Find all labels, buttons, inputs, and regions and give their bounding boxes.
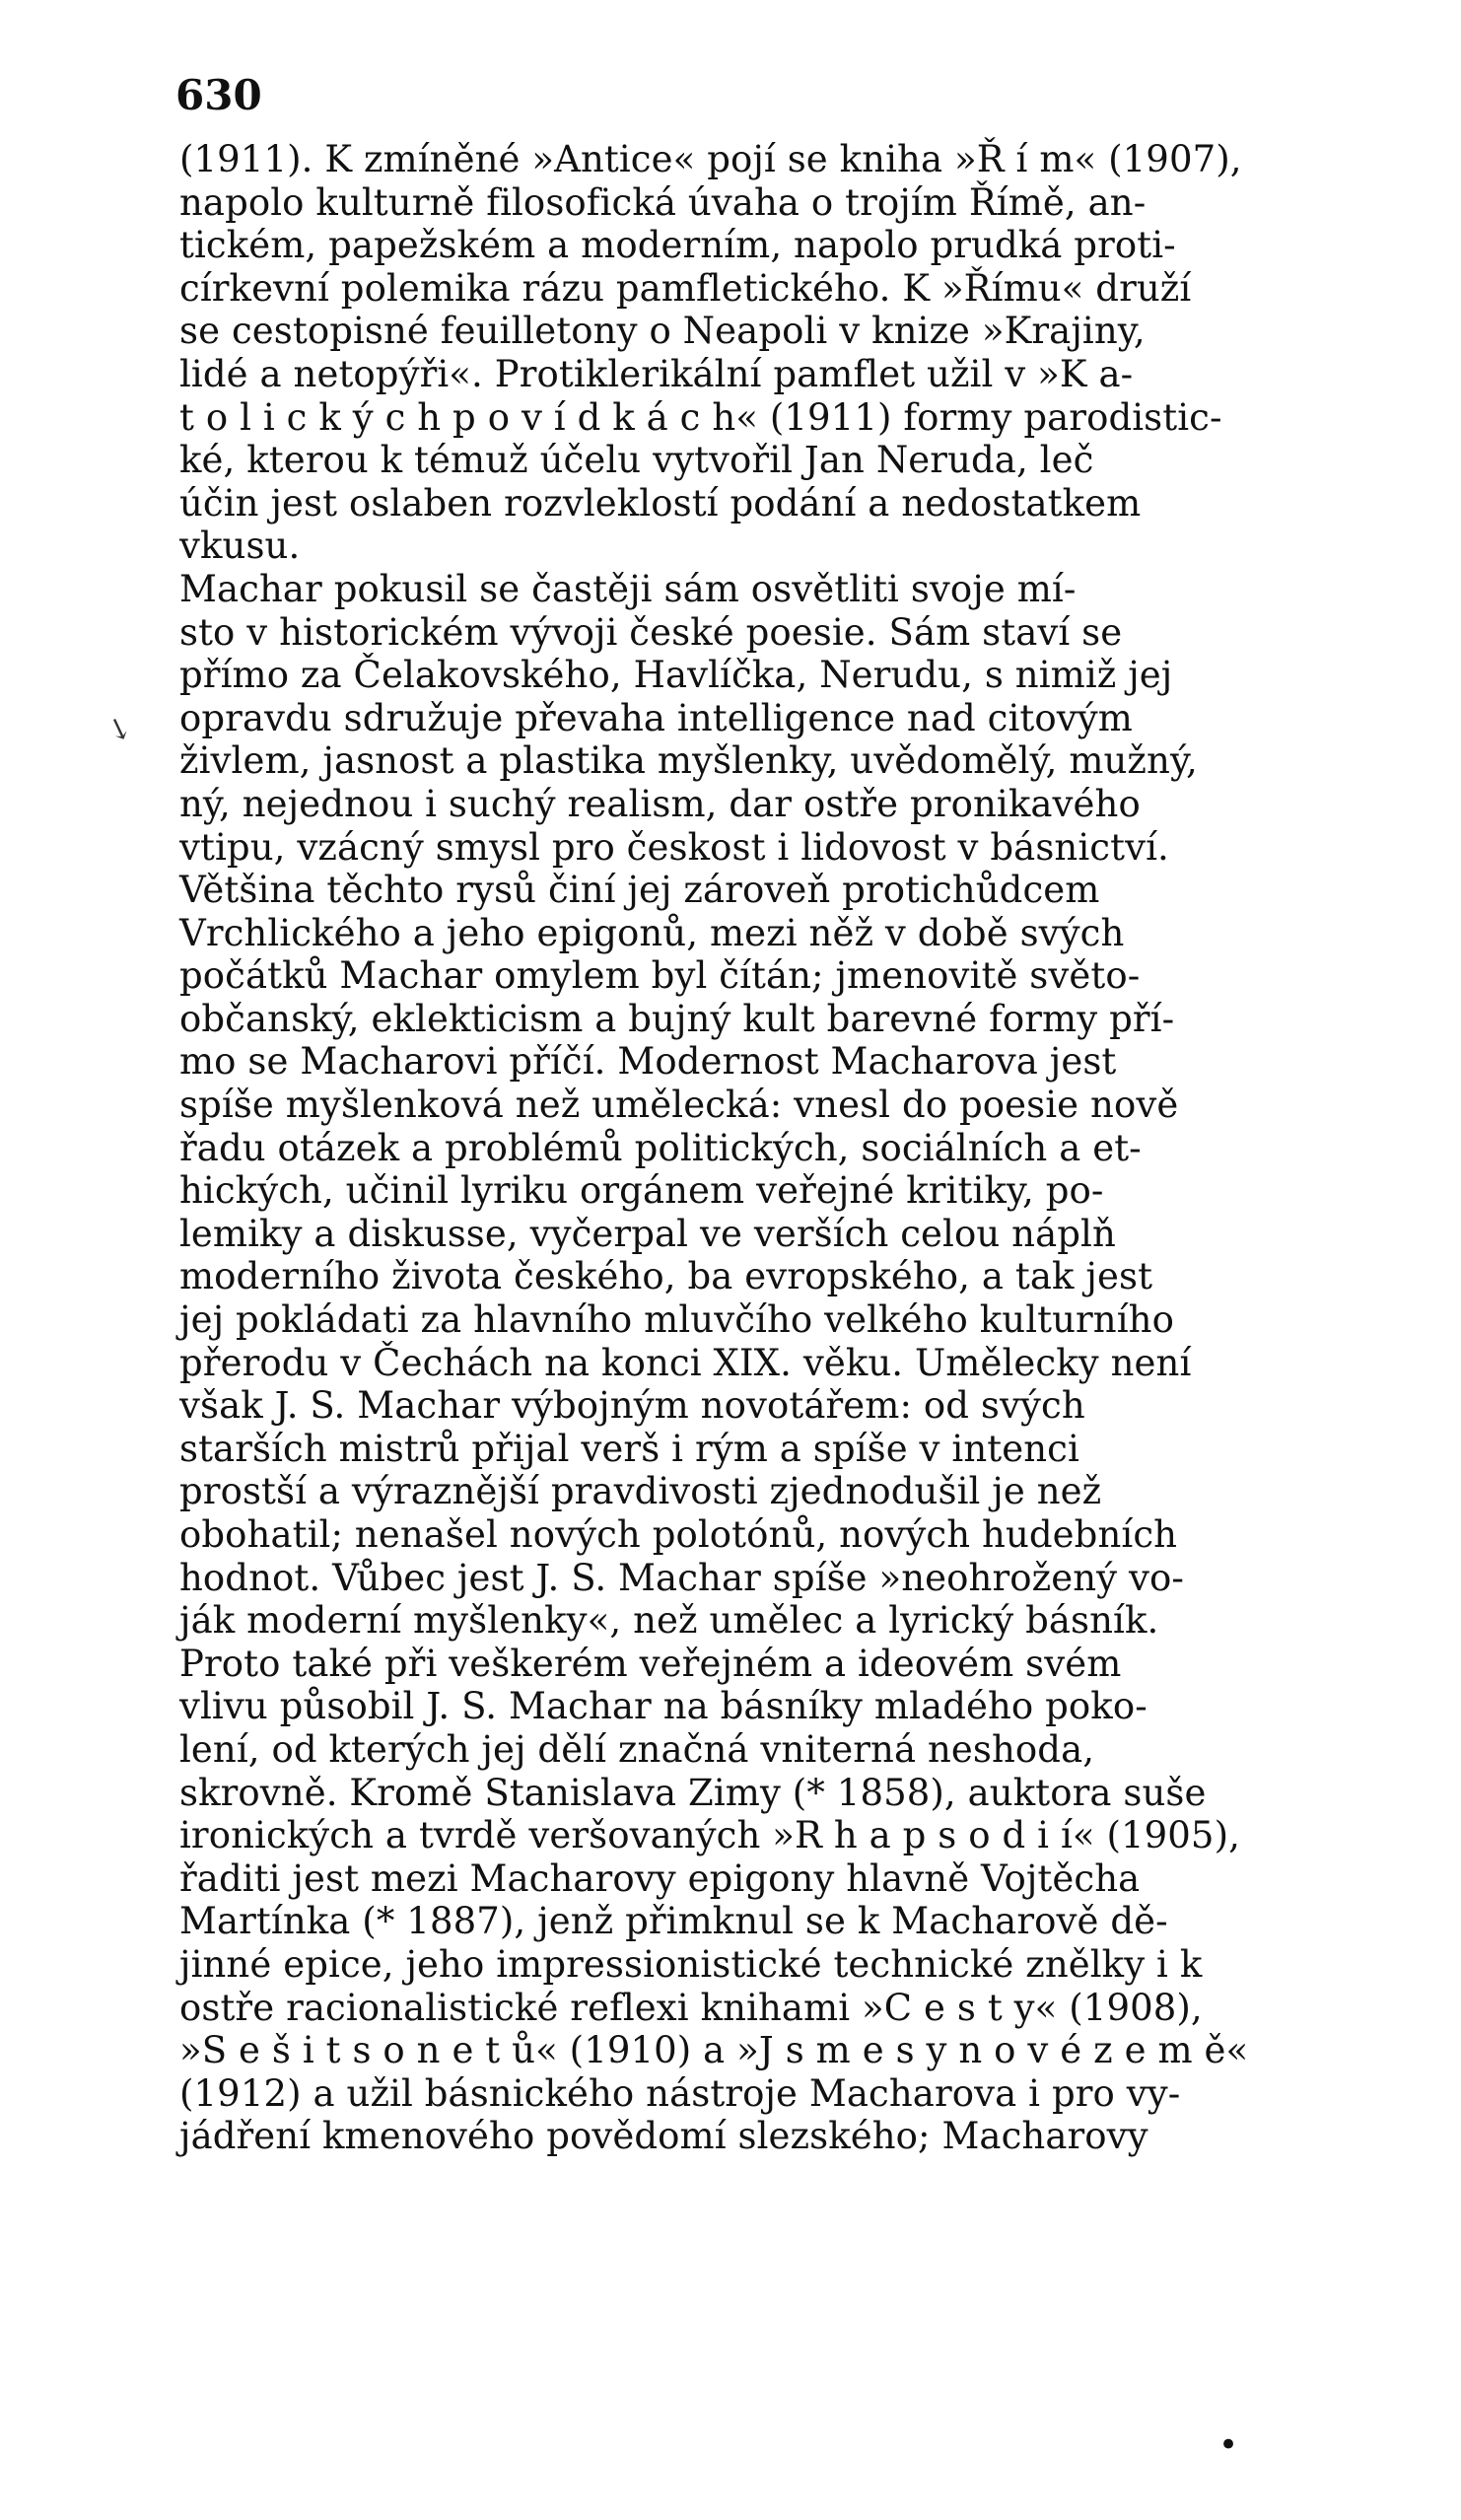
body-text — [179, 138, 1353, 2158]
text-line: však J. S. Machar výbojným novotářem: od svých — [179, 1384, 1085, 1428]
text-line: živlem, jasnost a plastika myšlenky, uvědomělý, mužný, — [179, 739, 1198, 783]
text-line: ják moderní myšlenky«, než umělec a lyrický básník. — [179, 1599, 1159, 1643]
text-line: spíše myšlenková než umělecká: vnesl do poesie nově — [179, 1084, 1179, 1127]
text-line: přerodu v Čechách na konci XIX. věku. Umělecky není — [179, 1341, 1192, 1384]
text-line: církevní polemika rázu pamfletického. K »Římu« druží — [179, 266, 1192, 310]
text-line: mo se Macharovi příčí. Modernost Macharova jest — [179, 1040, 1117, 1084]
text-line: ké, kterou k témuž účelu vytvořil Jan Neruda, leč — [179, 439, 1094, 482]
text-line: Vrchlického a jeho epigonů, mezi něž v době svých — [179, 911, 1125, 954]
text-line: se cestopisné feuilletony o Neapoli v knize »Krajiny, — [179, 310, 1146, 353]
text-line: prostší a výraznější pravdivosti zjednodušil je než — [179, 1470, 1102, 1513]
text-line: počátků Machar omylem byl čítán; jmenovitě světo- — [179, 954, 1141, 998]
text-line: vkusu. — [179, 525, 301, 568]
text-line: moderního života českého, ba evropského, a tak jest — [179, 1255, 1153, 1298]
text-line: Machar pokusil se častěji sám osvětliti svoje mí- — [179, 567, 1077, 610]
text-line: (1911). K zmíněné »Antice« pojí se kniha »Ř í m« (1907), — [179, 138, 1242, 180]
text-line: t o l i c k ý c h p o v í d k á c h« (1911) formy parodistic- — [179, 395, 1222, 439]
bullet-mark: • — [1218, 2425, 1239, 2465]
text-line: napolo kulturně filosofická úvaha o trojím Římě, an- — [179, 180, 1147, 224]
text-line: »S e š i t s o n e t ů« (1910) a »J s m e s y n o v é z e m ě« — [179, 2029, 1249, 2072]
text-line: řadu otázek a problémů politických, sociálních a et- — [179, 1126, 1142, 1169]
page-number: 630 — [175, 71, 262, 119]
text-line: opravdu sdružuje převaha intelligence nad citovým — [179, 696, 1133, 739]
text-line: vlivu působil J. S. Machar na básníky mladého poko- — [179, 1685, 1148, 1728]
text-line: občanský, eklekticism a bujný kult barevné formy pří- — [179, 997, 1175, 1040]
text-line: řaditi jest mezi Macharovy epigony hlavně Vojtěcha — [179, 1856, 1141, 1900]
margin-arrow-icon: ↘ — [101, 708, 137, 750]
text-line: jej pokládati za hlavního mluvčího velkého kulturního — [179, 1298, 1174, 1342]
text-line: sto v historickém vývoji české poesie. Sám staví se — [179, 610, 1123, 654]
text-line: jádření kmenového povědomí slezského; Macharovy — [179, 2115, 1148, 2158]
text-line: přímo za Čelakovského, Havlíčka, Nerudu, s nimiž jej — [179, 654, 1173, 697]
text-line: jinné epice, jeho impressionistické technické znělky i k — [179, 1942, 1203, 1986]
text-line: účin jest oslaben rozvleklostí podání a nedostatkem — [179, 481, 1142, 525]
text-line: Martínka (* 1887), jenž přimknul se k Macharově dě- — [179, 1900, 1168, 1943]
text-line: lení, od kterých jej dělí značná vniterná neshoda, — [179, 1727, 1095, 1771]
text-line: starších mistrů přijal verš i rým a spíše v intenci — [179, 1427, 1079, 1470]
text-line: lemiky a diskusse, vyčerpal ve verších celou náplň — [179, 1212, 1116, 1255]
text-line: (1912) a užil básnického nástroje Macharova i pro vy- — [179, 2071, 1181, 2115]
text-line: hických, učinil lyriku orgánem veřejné kritiky, po- — [179, 1169, 1104, 1213]
text-line: ný, nejednou i suchý realism, dar ostře pronikavého — [179, 782, 1141, 825]
text-line: Většina těchto rysů činí jej zároveň protichůdcem — [179, 869, 1100, 912]
text-line: tickém, papežském a moderním, napolo prudká proti- — [179, 224, 1176, 267]
text-line: lidé a netopýři«. Protiklerikální pamflet užil v »K a- — [179, 352, 1134, 395]
text-line: hodnot. Vůbec jest J. S. Machar spíše »neohrožený vo- — [179, 1556, 1185, 1599]
text-line: ironických a tvrdě veršovaných »R h a p s o d i í« (1905), — [179, 1814, 1240, 1857]
text-line: Proto také při veškerém veřejném a ideovém svém — [179, 1642, 1122, 1685]
text-line: vtipu, vzácný smysl pro českost i lidovost v básnictví. — [179, 825, 1169, 869]
text-line: obohatil; nenašel nových polotónů, nových hudebních — [179, 1513, 1178, 1556]
text-line: skrovně. Kromě Stanislava Zimy (* 1858), auktora suše — [179, 1771, 1207, 1814]
text-line: ostře racionalistické reflexi knihami »C e s t y« (1908), — [179, 1986, 1203, 2029]
